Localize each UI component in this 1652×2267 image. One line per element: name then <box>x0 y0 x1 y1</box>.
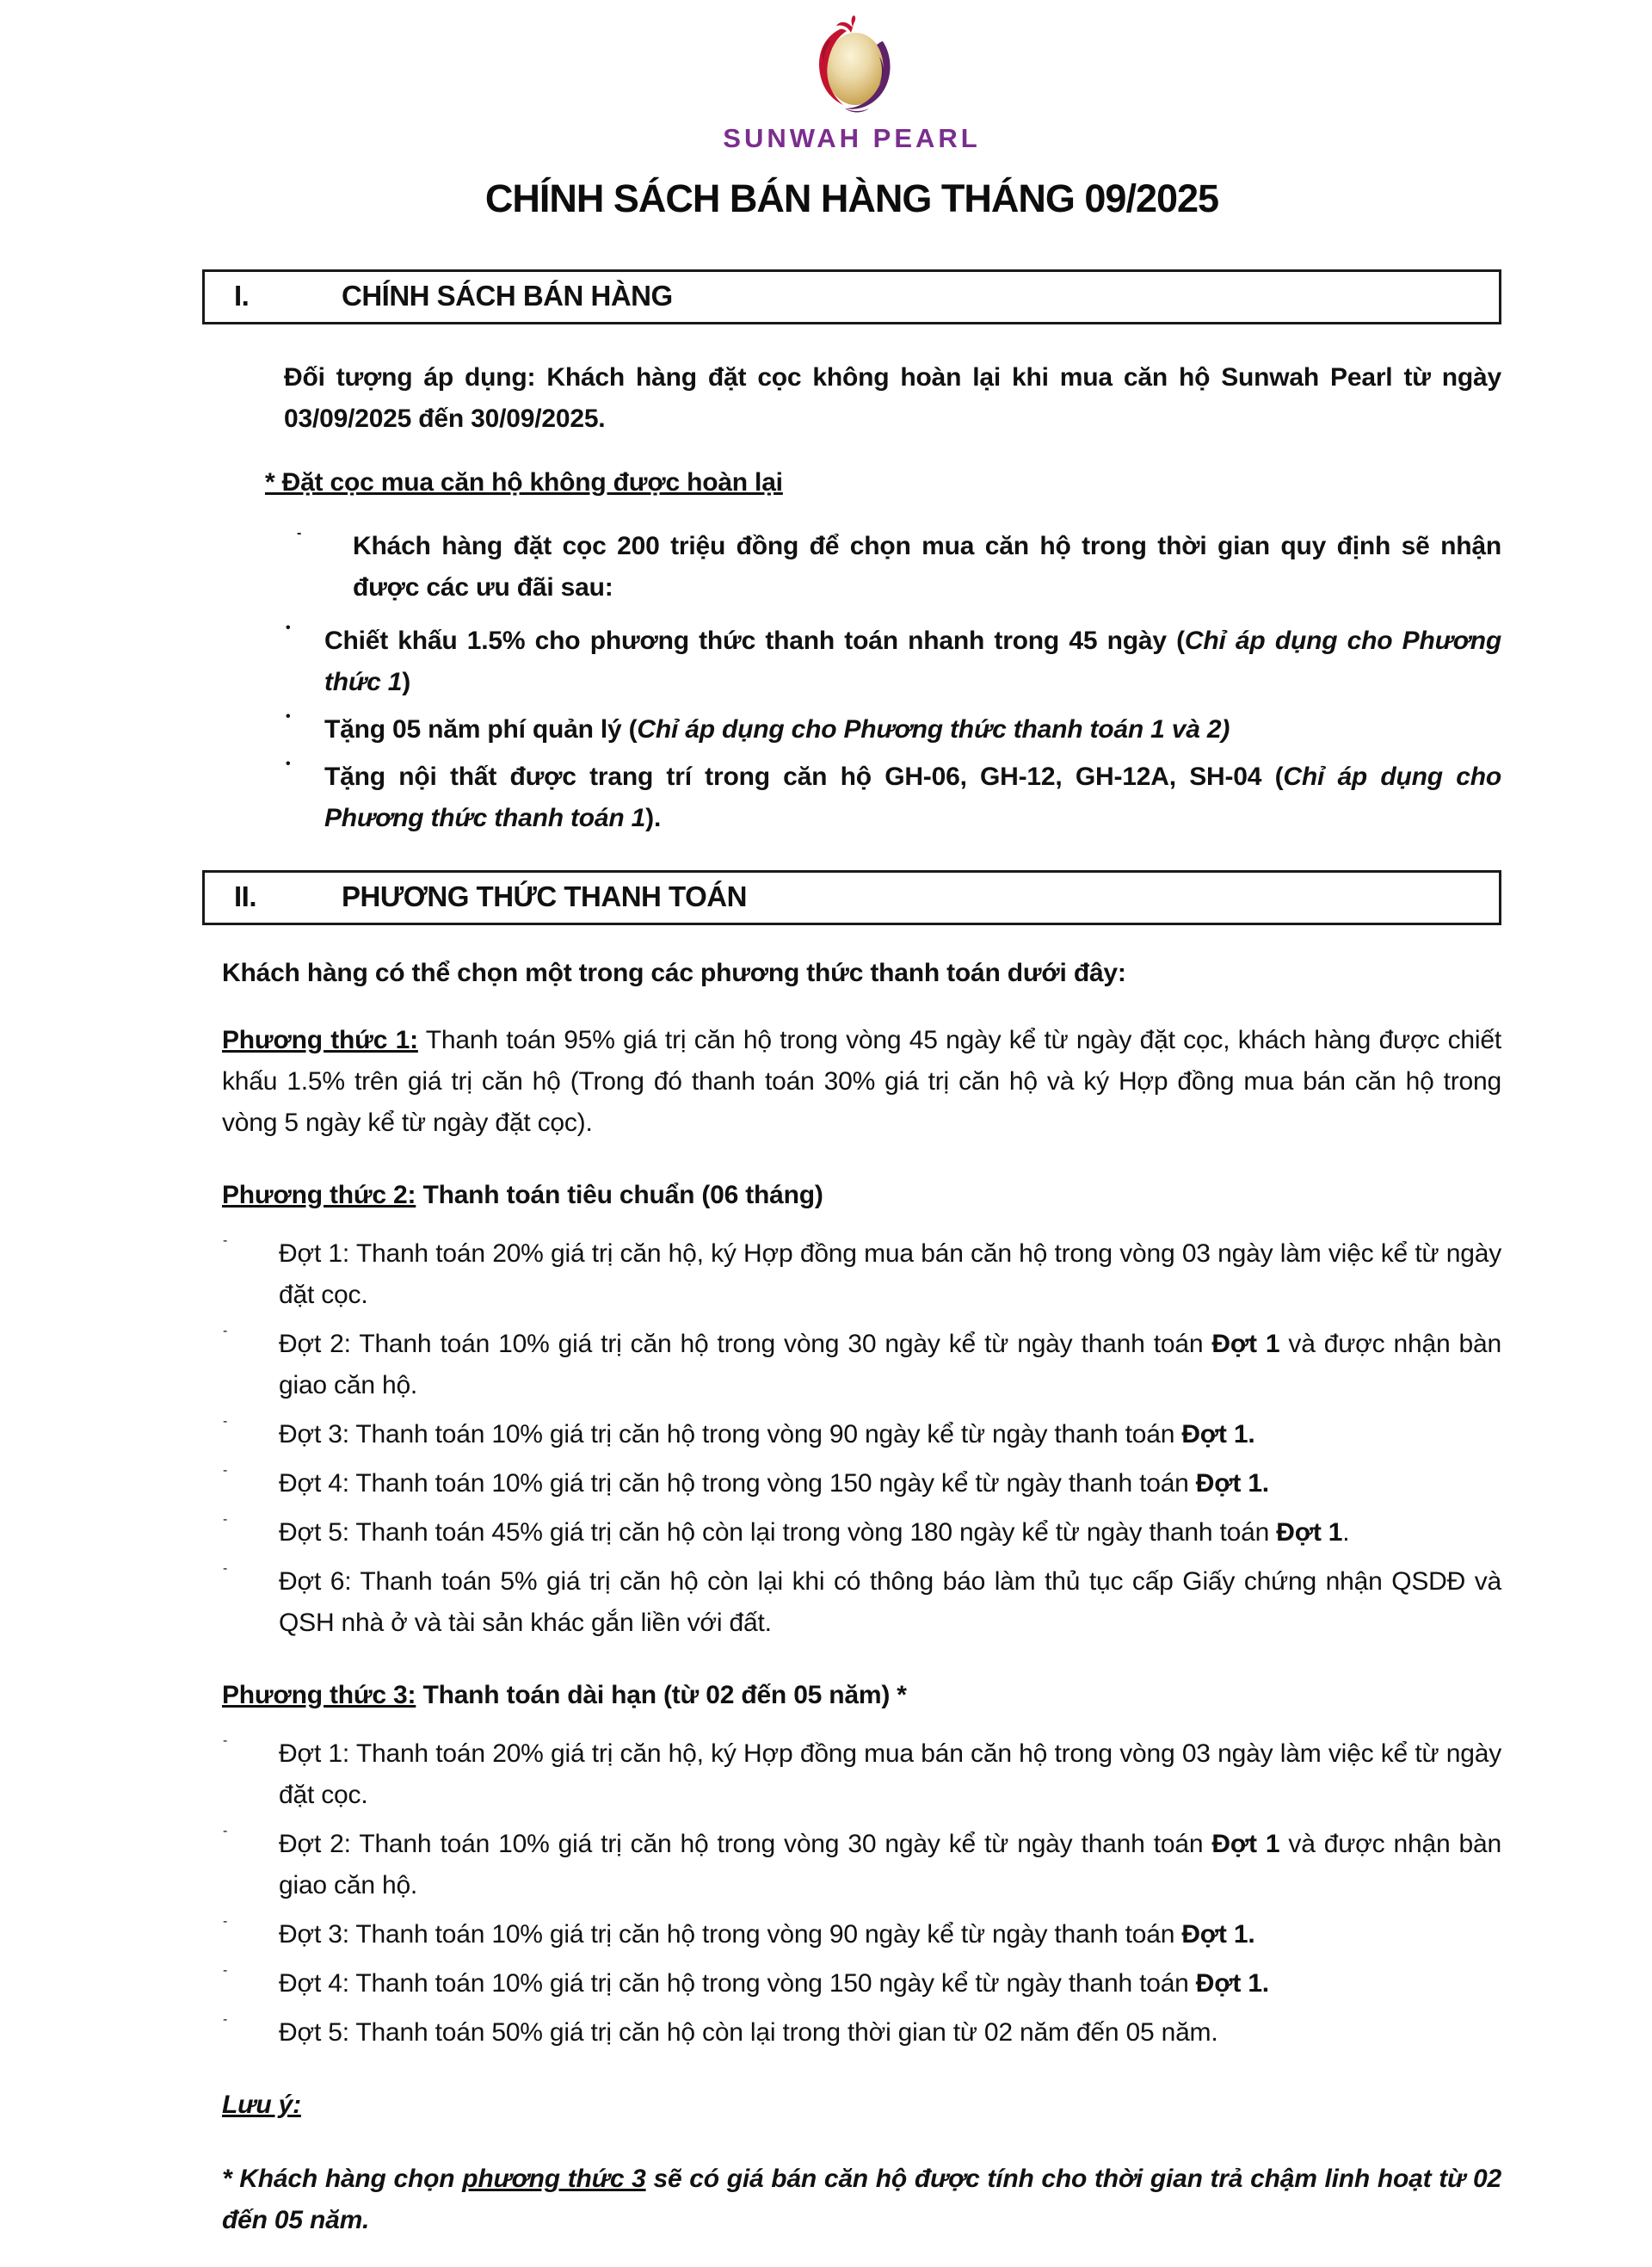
dash-icon: - <box>223 1463 228 1478</box>
section1-heading: CHÍNH SÁCH BÁN HÀNG <box>342 280 673 312</box>
applicability-paragraph: Đối tượng áp dụng: Khách hàng đặt cọc không hoàn lại khi mua căn hộ Sunwah Pearl từ ngày 03/09/2025 đến 30/09/2025. <box>284 363 1501 433</box>
bullet-icon: • <box>286 709 291 724</box>
method2-label: Phương thức 2: <box>222 1181 416 1209</box>
installment-row <box>223 1824 1501 1906</box>
method3-installment-list <box>202 1733 1501 2054</box>
list-item <box>286 709 1501 751</box>
installment-text: Đợt 1: Thanh toán 20% giá trị căn hộ, ký Hợp đồng mua bán căn hộ trong vòng 03 ngày làm việc kể từ ngày đặt cọc. <box>279 1239 1501 1309</box>
section2-heading-box <box>202 870 1501 925</box>
bullet-icon: • <box>286 621 291 635</box>
method3-label: Phương thức 3: <box>222 1681 416 1709</box>
method3-title: Thanh toán dài hạn (từ 02 đến 05 năm) * <box>416 1681 907 1709</box>
installment-row <box>223 2012 1501 2054</box>
installment-row <box>223 1733 1501 1816</box>
dash-icon: - <box>223 1561 228 1576</box>
dash-icon: - <box>223 1824 228 1838</box>
installment-text: Đợt 3: Thanh toán 10% giá trị căn hộ trong vòng 90 ngày kể từ ngày thanh toán Đợt 1. <box>279 1920 1255 1949</box>
section1-heading-box <box>202 269 1501 324</box>
installment-row <box>223 1914 1501 1955</box>
installment-row <box>223 1561 1501 1644</box>
bullet-icon: • <box>286 757 291 771</box>
deposit-benefit-lead-text: Khách hàng đặt cọc 200 triệu đồng để chọn mua căn hộ trong thời gian quy định sẽ nhận được các ưu đãi sau: <box>353 532 1501 602</box>
list-item <box>286 621 1501 703</box>
installment-text: Đợt 4: Thanh toán 10% giá trị căn hộ trong vòng 150 ngày kể từ ngày thanh toán Đợt 1. <box>279 1469 1269 1498</box>
dash-icon: - <box>223 2012 228 2027</box>
benefit-text: Tặng 05 năm phí quản lý (Chỉ áp dụng cho Phương thức thanh toán 1 và 2) <box>324 715 1230 744</box>
deposit-benefit-lead <box>297 526 1501 608</box>
section1-numeral: I. <box>234 280 250 312</box>
dash-icon: - <box>223 1914 228 1929</box>
dash-icon: - <box>223 1963 228 1978</box>
installment-text: Đợt 5: Thanh toán 50% giá trị căn hộ còn lại trong thời gian từ 02 năm đến 05 năm. <box>279 2018 1218 2047</box>
installment-row <box>223 1233 1501 1316</box>
dash-icon: - <box>223 1414 228 1429</box>
section2-heading: PHƯƠNG THỨC THANH TOÁN <box>342 880 747 912</box>
dash-icon: - <box>223 1233 228 1248</box>
payment-intro: Khách hàng có thể chọn một trong các phương thức thanh toán dưới đây: <box>222 959 1126 987</box>
list-item <box>286 757 1501 839</box>
installment-text: Đợt 5: Thanh toán 45% giá trị căn hộ còn lại trong vòng 180 ngày kể từ ngày thanh toán Đợt 1. <box>279 1518 1350 1547</box>
benefit-list <box>202 621 1501 839</box>
method1-paragraph <box>222 1020 1501 1144</box>
method3-heading <box>222 1675 1501 1716</box>
method2-installment-list <box>202 1233 1501 1644</box>
installment-row <box>223 1324 1501 1406</box>
note-heading: Lưu ý: <box>222 2091 301 2119</box>
installment-row <box>223 1463 1501 1504</box>
dash-icon: - <box>297 526 302 540</box>
installment-row <box>223 1512 1501 1554</box>
benefit-text: Tặng nội thất được trang trí trong căn hộ GH-06, GH-12, GH-12A, SH-04 (Chỉ áp dụng cho Phương thức thanh toán 1). <box>324 763 1501 832</box>
method1-body: Thanh toán 95% giá trị căn hộ trong vòng 45 ngày kể từ ngày đặt cọc, khách hàng được chiết khấu 1.5% trên giá trị căn hộ (Trong đó thanh toán 30% giá trị căn hộ và ký Hợp đồng mua bán căn hộ trong vòng 5 ngày kể từ ngày đặt cọc). <box>222 1026 1501 1137</box>
method2-heading <box>222 1175 1501 1216</box>
method3-footnote: * Khách hàng chọn phương thức 3 sẽ có giá bán căn hộ được tính cho thời gian trả chậm linh hoạt từ 02 đến 05 năm. <box>222 2165 1502 2234</box>
pearl-phoenix-icon <box>783 12 921 114</box>
dash-icon: - <box>223 1324 228 1338</box>
page-title: CHÍNH SÁCH BÁN HÀNG THÁNG 09/2025 <box>484 176 1219 220</box>
section2-numeral: II. <box>234 880 257 912</box>
installment-text: Đợt 4: Thanh toán 10% giá trị căn hộ trong vòng 150 ngày kể từ ngày thanh toán Đợt 1. <box>279 1969 1269 1998</box>
installment-row <box>223 1963 1501 2004</box>
dash-icon: - <box>223 1733 228 1748</box>
installment-text: Đợt 2: Thanh toán 10% giá trị căn hộ trong vòng 30 ngày kể từ ngày thanh toán Đợt 1 và được nhận bàn giao căn hộ. <box>279 1330 1501 1399</box>
installment-text: Đợt 1: Thanh toán 20% giá trị căn hộ, ký Hợp đồng mua bán căn hộ trong vòng 03 ngày làm việc kể từ ngày đặt cọc. <box>279 1739 1501 1809</box>
installment-text: Đợt 6: Thanh toán 5% giá trị căn hộ còn lại khi có thông báo làm thủ tục cấp Giấy chứng nhận QSDĐ và QSH nhà ở và tài sản khác gắn liền với đất. <box>279 1567 1501 1637</box>
method1-label: Phương thức 1: <box>222 1026 418 1054</box>
installment-row <box>223 1414 1501 1455</box>
method2-title: Thanh toán tiêu chuẩn (06 tháng) <box>416 1181 823 1209</box>
deposit-note-heading: * Đặt cọc mua căn hộ không được hoàn lại <box>265 468 783 497</box>
installment-text: Đợt 3: Thanh toán 10% giá trị căn hộ trong vòng 90 ngày kể từ ngày thanh toán Đợt 1. <box>279 1420 1255 1449</box>
dash-icon: - <box>223 1512 228 1527</box>
brand-name: SUNWAH PEARL <box>723 123 981 153</box>
document-header <box>202 12 1501 221</box>
benefit-text: Chiết khấu 1.5% cho phương thức thanh toán nhanh trong 45 ngày (Chỉ áp dụng cho Phương thức 1) <box>324 627 1501 696</box>
installment-text: Đợt 2: Thanh toán 10% giá trị căn hộ trong vòng 30 ngày kể từ ngày thanh toán Đợt 1 và được nhận bàn giao căn hộ. <box>279 1830 1501 1899</box>
sunwah-pearl-logo <box>202 12 1501 154</box>
